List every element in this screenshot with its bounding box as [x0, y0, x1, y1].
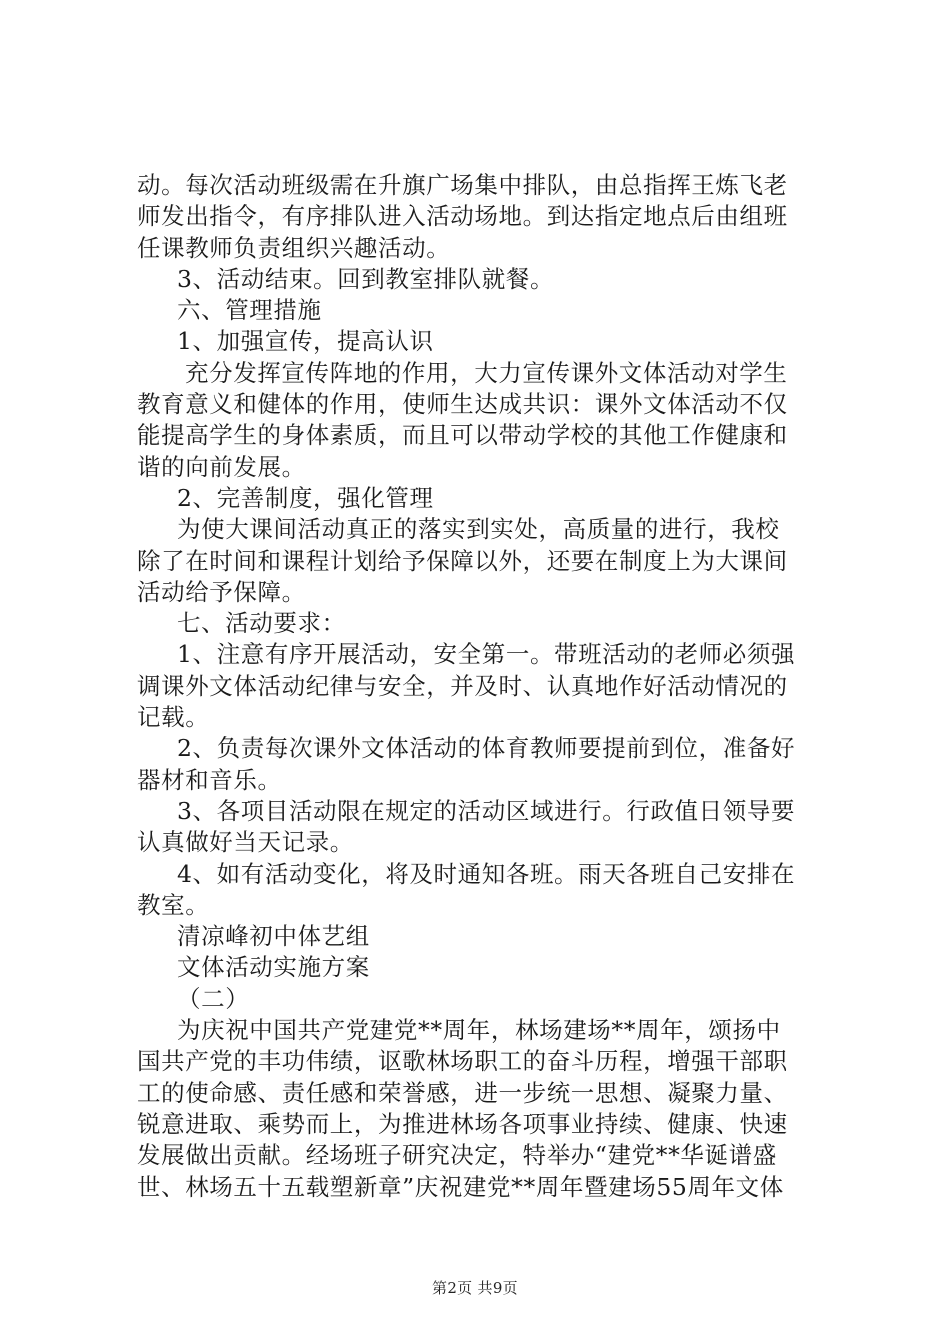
page-number-label: 第2页 共9页 [432, 1279, 518, 1297]
text-line: 发展做出贡献。经场班子研究决定，特举办“建党**华诞谱盛 [137, 1141, 777, 1170]
text-line: 记载。 [137, 703, 210, 732]
text-line: 教室。 [137, 890, 210, 919]
text-line: 师发出指令，有序排队进入活动场地。到达指定地点后由组班 [137, 202, 788, 231]
text-line: 锐意进取、乘势而上，为推进林场各项事业持续、健康、快速 [137, 1109, 788, 1138]
text-line: 为庆祝中国共产党建党**周年，林场建场**周年，颂扬中 [177, 1016, 781, 1045]
text-line: 3、各项目活动限在规定的活动区域进行。行政值日领导要 [177, 796, 796, 825]
text-line: 1、加强宣传，提高认识 [177, 327, 434, 356]
text-line: 国共产党的丰功伟绩，讴歌林场职工的奋斗历程，增强干部职 [137, 1047, 788, 1076]
text-line: 2、完善制度，强化管理 [177, 483, 434, 512]
text-line: 4、如有活动变化，将及时通知各班。雨天各班自己安排在 [177, 859, 796, 888]
text-line: 1、注意有序开展活动，安全第一。带班活动的老师必须强 [177, 640, 796, 669]
text-line: 教育意义和健体的作用，使师生达成共识：课外文体活动不仅 [137, 390, 788, 419]
text-line: 调课外文体活动纪律与安全，并及时、认真地作好活动情况的 [137, 671, 788, 700]
text-line: 七、活动要求： [177, 609, 346, 638]
text-line: （二） [177, 984, 250, 1013]
text-line: 任课教师负责组织兴趣活动。 [137, 233, 451, 262]
text-line: 能提高学生的身体素质，而且可以带动学校的其他工作健康和 [137, 421, 788, 450]
text-line: 2、负责每次课外文体活动的体育教师要提前到位，准备好 [177, 734, 796, 763]
text-line: 3、活动结束。回到教室排队就餐。 [177, 264, 555, 293]
text-line: 谐的向前发展。 [137, 452, 306, 481]
text-line: 充分发挥宣传阵地的作用，大力宣传课外文体活动对学生 [185, 358, 788, 387]
text-line: 认真做好当天记录。 [137, 828, 354, 857]
text-line: 活动给予保障。 [137, 577, 306, 606]
text-line: 器材和音乐。 [137, 765, 282, 794]
text-line: 六、管理措施 [177, 296, 322, 325]
text-line: 动。每次活动班级需在升旗广场集中排队，由总指挥王炼飞老 [137, 171, 788, 199]
text-line: 除了在时间和课程计划给予保障以外，还要在制度上为大课间 [137, 546, 788, 575]
page-number-footer [0, 1277, 950, 1298]
text-line: 清凉峰初中体艺组 [177, 922, 370, 951]
text-line: 世、林场五十五载塑新章”庆祝建党**周年暨建场55周年文体 [137, 1172, 784, 1201]
document-body [137, 170, 832, 1203]
text-line: 工的使命感、责任感和荣誉感，进一步统一思想、凝聚力量、 [137, 1078, 788, 1107]
text-line: 为使大课间活动真正的落实到实处，高质量的进行，我校 [177, 515, 780, 544]
text-line: 文体活动实施方案 [177, 953, 370, 982]
